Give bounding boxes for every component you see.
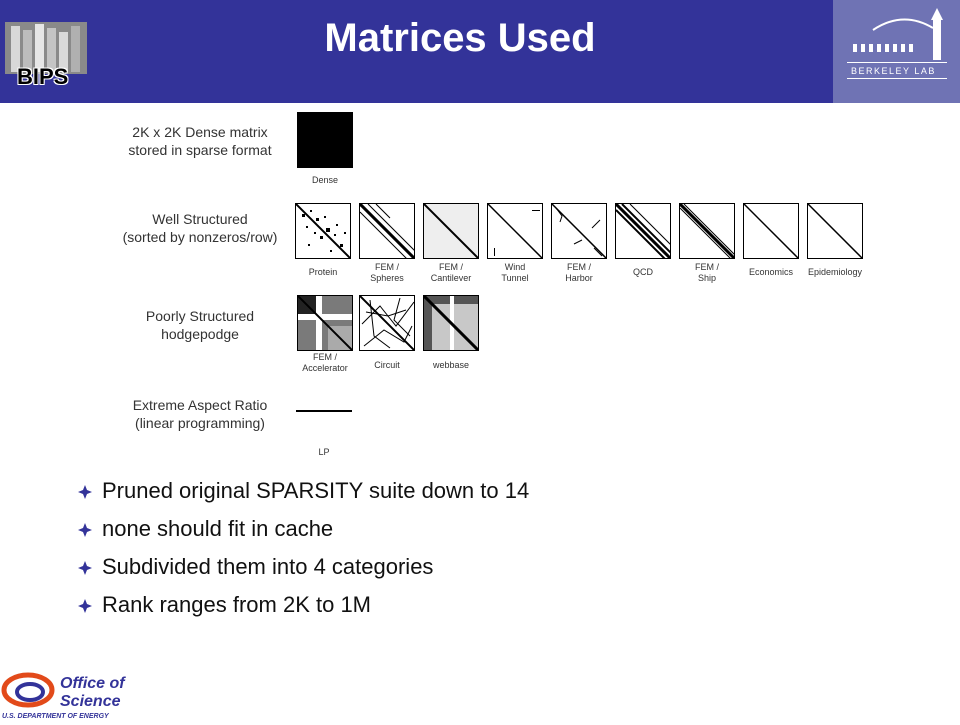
matrix-fem-ship [679,203,735,259]
matrix-epidemiology [807,203,863,259]
matrix-label-wind-tunnel [480,262,550,284]
matrix-label-line: FEM / [375,262,399,272]
matrix-label-line: QCD [633,267,653,277]
matrix-label-line: FEM / [313,352,337,362]
matrix-label-line: Ship [697,273,716,283]
logo-line3: U.S. DEPARTMENT OF ENERGY [2,713,109,720]
bips-label: BIPS [17,64,69,89]
category-line: (sorted by nonzeros/row) [122,229,278,245]
matrix-label-lp: LP [318,447,330,457]
matrix-label-line: Cantilever [430,273,472,283]
category-line: Well Structured [152,211,248,227]
matrix-protein [295,203,351,259]
matrix-label-line: Harbor [565,273,593,283]
matrix-label-line: Tunnel [501,273,529,283]
matrix-label-line: Protein [308,267,338,277]
matrix-label-webbase [416,360,486,371]
bullet-text: Rank ranges from 2K to 1M [102,592,372,617]
matrix-fem-spheres [359,203,415,259]
matrix-label-line: Spheres [370,273,404,283]
category-line: hodgepodge [161,326,239,342]
diamond-bullet-icon [78,561,92,575]
category-extreme-aspect-label [100,396,300,432]
logo-line2: Science [60,693,121,710]
matrix-label-fem-ship [672,262,742,284]
category-line: (linear programming) [135,415,265,431]
matrix-wind-tunnel [487,203,543,259]
matrix-label-epidemiology [800,267,870,278]
bullet-text: none should fit in cache [102,516,334,541]
matrix-label-line: Circuit [374,360,400,370]
category-poorly-structured-label [100,307,300,343]
matrix-label-fem-harbor [544,262,614,284]
matrix-economics [743,203,799,259]
matrix-label-line: Economics [748,267,793,277]
matrix-label-line: webbase [432,360,470,370]
berkeley-lab-logo [833,0,960,103]
diamond-bullet-icon [78,523,92,537]
matrix-label-line: FEM / [439,262,463,272]
page-title: Matrices Used [324,16,596,60]
logo-line1: Office of [60,675,125,692]
diamond-bullet-icon [78,485,92,499]
category-line: Poorly Structured [145,308,255,324]
category-line: Extreme Aspect Ratio [132,397,268,413]
matrix-dense [297,112,353,168]
matrix-label-economics [736,267,806,278]
matrix-label-fem-spheres [352,262,422,284]
matrix-label-protein [288,267,358,278]
matrix-webbase [423,295,479,351]
bullet-text: Pruned original SPARSITY suite down to 14 [102,478,530,503]
matrix-circuit [359,295,415,351]
diamond-bullet-icon [78,599,92,613]
category-line: stored in sparse format [128,142,272,158]
matrix-label-fem-accelerator [290,352,360,374]
matrix-label: Dense [311,175,338,185]
category-well-structured-label [100,210,300,246]
matrix-label-line: Wind [504,262,526,272]
office-of-science-logo [0,668,150,720]
matrix-label-fem-cantilever [416,262,486,284]
matrix-label-qcd [608,267,678,278]
category-dense-label [100,123,300,159]
header-bar [0,0,960,103]
category-line: 2K x 2K Dense matrix [132,124,268,140]
matrix-label-line: FEM / [695,262,719,272]
matrix-fem-harbor [551,203,607,259]
bullet-text: Subdivided them into 4 categories [102,554,434,579]
matrix-fem-cantilever [423,203,479,259]
lab-name: BERKELEY LAB [851,66,936,76]
office-of-science-icon [0,668,150,720]
matrix-label-line: Epidemiology [807,267,863,277]
matrix-fem-accelerator [297,295,353,351]
berkeley-lab-icon [833,0,960,103]
matrix-label-line: FEM / [567,262,591,272]
matrix-lp [296,410,352,412]
matrix-label-circuit [352,360,422,371]
matrix-label-line: Accelerator [302,363,348,373]
matrix-qcd [615,203,671,259]
